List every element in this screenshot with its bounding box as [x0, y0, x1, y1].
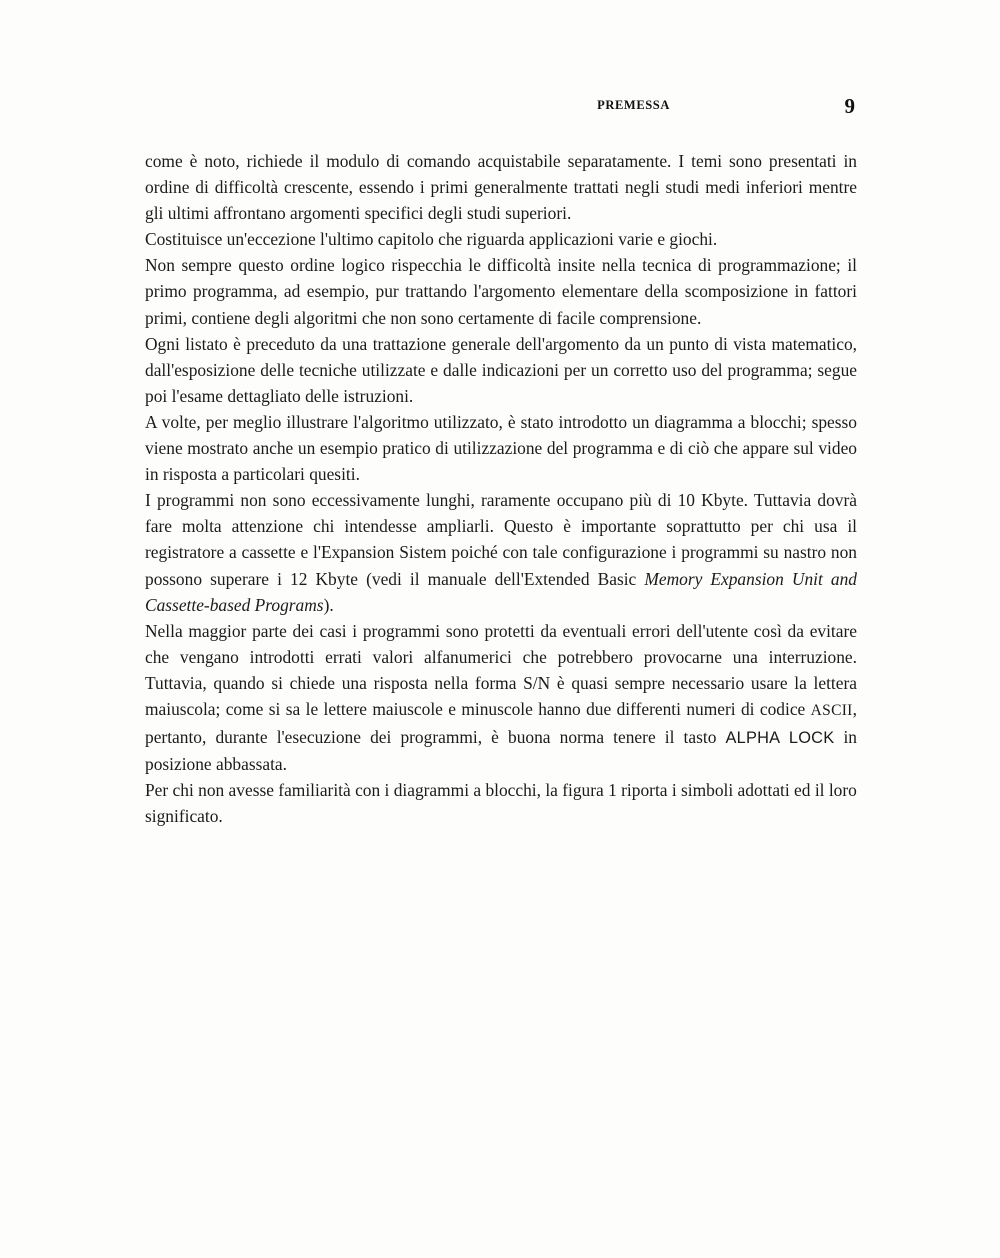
- paragraph-7: Nella maggior parte dei casi i programmi sono protetti da eventuali errori dell'utente così da evitare che vengano introdotti errati valori alfanumerici che potrebbero provocarne una interruzione. Tuttavia, quando si chiede una risposta nella forma S/N è quasi sempre necessario usare la lettera maiuscola; come si sa le lettere maiuscole e minuscole hanno due differenti numeri di codice ASCII, pertanto, durante l'esecuzione dei programmi, è buona norma tenere il tasto ALPHA LOCK in posizione abbassata.: [145, 620, 857, 775]
- paragraph-5: A volte, per meglio illustrare l'algoritmo utilizzato, è stato introdotto un diagramma a blocchi; spesso viene mostrato anche un esempio pratico di utilizzazione del programma e di ciò che appare sul video in risposta a particolari quesiti.: [145, 411, 857, 485]
- italic-phrase: Memory Expansion Unit and Cassette-based Programs: [145, 568, 857, 615]
- paragraph-8: Per chi non avesse familiarità con i diagrammi a blocchi, la figura 1 riporta i simboli adottati ed il loro significato.: [145, 780, 857, 827]
- paragraph-4: Ogni listato è preceduto da una trattazione generale dell'argomento da un punto di vista matematico, dall'esposizione delle tecniche utilizzate e dalle indicazioni per un corretto uso del programma; segue poi l'esame dettagliato delle istruzioni.: [145, 333, 857, 406]
- small-caps-phrase: ASCII: [810, 701, 853, 719]
- paragraph-2: Costituisce un'eccezione l'ultimo capitolo che riguarda applicazioni varie e giochi.: [145, 229, 718, 250]
- paragraph-6: I programmi non sono eccessivamente lunghi, raramente occupano più di 10 Kbyte. Tuttavia dovrà fare molta attenzione chi intendesse ampliarli. Questo è importante soprattutto per chi usa il registratore a cassette e l'Expansion Sistem poiché con tale configurazione i programmi su nastro non possono superare i 12 Kbyte (vedi il manuale dell'Extended Basic Memory Expansion Unit and Cassette-based Programs).: [145, 490, 857, 615]
- paragraph-3: Non sempre questo ordine logico rispecchia le difficoltà insite nella tecnica di programmazione; il primo programma, ad esempio, pur trattando l'argomento elementare della scomposizione in fattori primi, contiene degli algoritmi che non sono certamente di facile comprensione.: [145, 255, 857, 328]
- page-header: [145, 94, 855, 120]
- page-number: 9: [844, 94, 855, 118]
- body-text: [145, 148, 857, 829]
- key-label-phrase: ALPHA LOCK: [725, 729, 835, 748]
- running-title: PREMESSA: [597, 98, 670, 112]
- paragraph-1: come è noto, richiede il modulo di comando acquistabile separatamente. I temi sono presentati in ordine di difficoltà crescente, essendo i primi generalmente trattati negli studi medi inferiori mentre gli ultimi affrontano argomenti specifici degli studi superiori.: [145, 151, 857, 224]
